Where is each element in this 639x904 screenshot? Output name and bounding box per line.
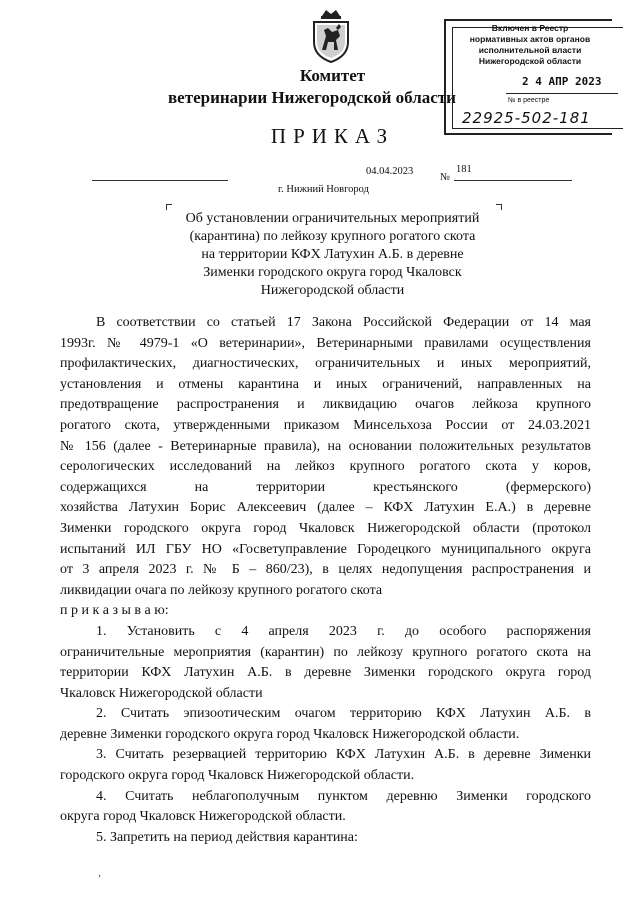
body-line: предотвращение распространения и ликвидацию очагов лейкоза крупного (60, 397, 591, 413)
blank-line-right (454, 180, 572, 181)
body-line: рогатого скота, утвержденными приказом Минсельхоза России от 24.03.2021 (60, 417, 591, 433)
body-line: городского округа город Чкаловск Нижегородской области. (60, 768, 415, 784)
subject-line: Зименки городского округа город Чкаловск (203, 265, 462, 280)
subject-line: (карантина) по лейкозу крупного рогатого скота (189, 229, 476, 244)
subject-line: на территории КФХ Латухин А.Б. в деревне (201, 247, 464, 262)
stamp-divider (506, 93, 618, 94)
body-line: п р и к а з ы в а ю: (60, 603, 169, 619)
stamp-date: 2 4 АПР 2023 (522, 75, 602, 88)
body-line: 4. Считать неблагополучным пунктом деревню Зименки городского (96, 788, 591, 804)
body-line: 3. Считать резервацией территорию КФХ Латухин А.Б. в деревне Зименки (96, 747, 591, 763)
body-line: 1993г. № 4979-1 «О ветеринарии», Ветеринарными правилами осуществления (60, 335, 591, 351)
body-line: установления и отмены карантина и иных ограничений, направленных на (60, 376, 591, 392)
document-number: 181 (456, 164, 472, 175)
body-line: от 3 апреля 2023 г. № Б – 860/23), в целях недопущения распространения и (60, 562, 591, 578)
body-line: ликвидации очага по лейкозу крупного рогатого скота (60, 582, 383, 598)
registry-stamp-text (450, 23, 610, 67)
stamp-registry-label: № в реестре (508, 97, 550, 104)
body-line: округа город Чкаловск Нижегородской области. (60, 809, 346, 825)
body-line: Зименки городского округа город Чкаловск Нижегородской области (протокол (60, 520, 591, 536)
body-line: Чкаловск Нижегородской области (60, 685, 263, 701)
body-line: профилактических, диагностических, ограничительных и иных мероприятий, (60, 356, 591, 372)
document-type-title: ПРИКАЗ (270, 124, 395, 148)
body-line: 1. Установить с 4 апреля 2023 г. до особого распоряжения (96, 623, 591, 639)
document-date: 04.04.2023 (366, 166, 414, 177)
body-line: хозяйства Латухин Борис Алексеевич (далее – КФХ Латухин Е.А.) в деревне (60, 500, 591, 516)
organization-name-line1: Комитет (299, 66, 366, 85)
stamp-line: исполнительной власти (478, 45, 582, 55)
coat-of-arms-icon (308, 6, 354, 64)
body-line: деревне Зименки городского округа город Чкаловск Нижегородской области. (60, 726, 520, 742)
body-line: ограничительные мероприятия (карантин) по лейкозу крупного рогатого скота на (60, 644, 591, 660)
document-subject (0, 210, 639, 300)
body-line: содержащихся на территории крестьянского (фермерского) (60, 479, 591, 495)
footer-mark: ‚ (98, 868, 101, 878)
document-number-label: № (440, 172, 451, 183)
registry-stamp (444, 19, 612, 135)
organization-name-line2: ветеринарии Нижегородской области (168, 88, 456, 107)
subject-line: Нижегородской области (260, 283, 405, 298)
subject-line: Об установлении ограничительных мероприятий (185, 211, 480, 226)
body-line: территории КФХ Латухин А.Б. в деревне Зименки городского округа город (60, 665, 591, 681)
document-body (60, 313, 591, 848)
body-line: 5. Запретить на период действия карантина: (96, 829, 358, 845)
stamp-line: Нижегородской области (478, 56, 582, 66)
stamp-line: нормативных актов органов (469, 34, 591, 44)
body-line: 2. Считать эпизоотическим очагом территорию КФХ Латухин А.Б. в (96, 706, 591, 722)
body-line: серологических исследований на лейкоз крупного рогатого скота у коров, (60, 459, 591, 475)
stamp-line: Включен в Реестр (491, 23, 569, 33)
blank-line-left (92, 180, 228, 181)
body-line: № 156 (далее - Ветеринарные правила), на основании положительных результатов (60, 438, 591, 454)
document-city: г. Нижний Новгород (278, 184, 369, 195)
body-line: испытаний ИЛ ГБУ НО «Госветуправление Городецкого муниципального округа (60, 541, 591, 557)
body-line: В соответствии со статьей 17 Закона Российской Федерации от 14 мая (96, 315, 591, 330)
stamp-registry-number: 22925-502-181 (462, 109, 591, 127)
